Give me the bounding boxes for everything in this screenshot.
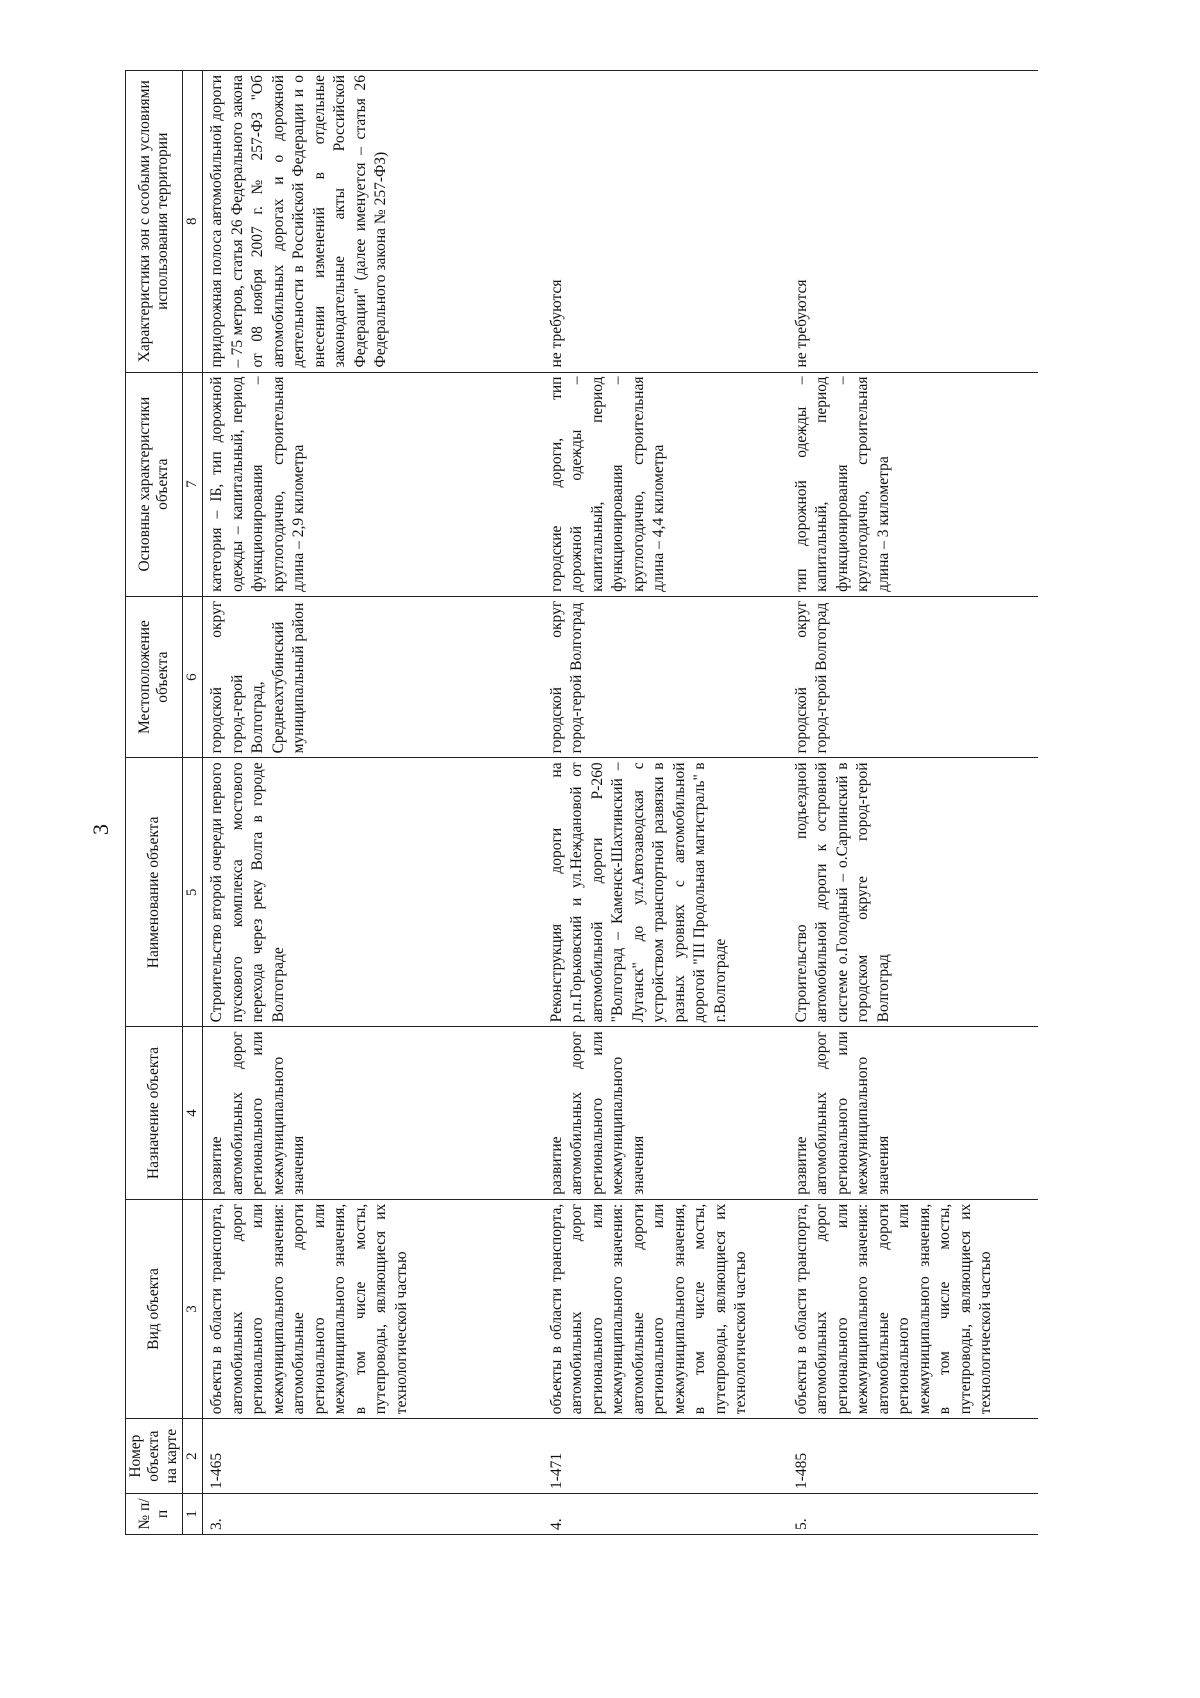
- column-number: 5: [183, 758, 203, 1027]
- row-purpose: развитие автомобильных дорог регионального или межмуниципального значения: [788, 1027, 1038, 1199]
- row-characteristics: тип дорожной одежды – капитальный, период функционирования – круглогодично, строительная длина – 3 километра: [788, 372, 1038, 596]
- table-header: [126, 71, 203, 1535]
- row-zones: не требуются: [543, 71, 788, 373]
- row-zones: не требуются: [788, 71, 1038, 373]
- row-map-id: 1-485: [788, 1419, 1038, 1494]
- row-map-id: 1-471: [543, 1419, 788, 1494]
- header-type: Вид объекта: [126, 1199, 183, 1418]
- header-location: Местоположение объекта: [126, 596, 183, 758]
- row-map-id: 1-465: [203, 1419, 543, 1494]
- header-characteristics: Основные характеристики объекта: [126, 372, 183, 596]
- column-number: 7: [183, 372, 203, 596]
- row-type: объекты в области транспорта, автомобильных дорог регионального или межмуниципального значения: автомобильные дороги регионального или межмуниципального значения, в том числе мосты, путепроводы, являющиеся их технологической частью: [203, 1199, 543, 1418]
- table-row: [788, 71, 1038, 1535]
- header-zones: Характеристики зон с особыми условиями использования территории: [126, 71, 183, 373]
- header-no: № п/п: [126, 1494, 183, 1535]
- table-row: [543, 71, 788, 1535]
- row-location: городской округ город-герой Волгоград: [543, 596, 788, 758]
- row-no: 3.: [203, 1494, 543, 1535]
- column-number: 2: [183, 1419, 203, 1494]
- row-type: объекты в области транспорта, автомобильных дорог регионального или межмуниципального значения: автомобильные дороги регионального или межмуниципального значения, в том числе мосты, путепроводы, являющиеся их технологической частью: [788, 1199, 1038, 1418]
- page-number: 3: [88, 824, 113, 835]
- row-name: Строительство подъездной автомобильной дороги к островной системе о.Голодный – о.Сарпинский в городском округе город-герой Волгоград: [788, 758, 1038, 1027]
- header-name: Наименование объекта: [126, 758, 183, 1027]
- row-purpose: развитие автомобильных дорог регионального или межмуниципального значения: [543, 1027, 788, 1199]
- column-number: 3: [183, 1199, 203, 1418]
- row-name: Строительство второй очереди первого пускового комплекса мостового перехода через реку Волга в городе Волгограде: [203, 758, 543, 1027]
- column-number: 6: [183, 596, 203, 758]
- column-number: 1: [183, 1494, 203, 1535]
- row-no: 4.: [543, 1494, 788, 1535]
- row-type: объекты в области транспорта, автомобильных дорог регионального или межмуниципального значения: автомобильные дороги регионального или межмуниципального значения, в том числе мосты, путепроводы, являющиеся их технологической частью: [543, 1199, 788, 1418]
- row-location: городской округ город-герой Волгоград, Среднеахтубинский муниципальный район: [203, 596, 543, 758]
- rotated-table-container: [125, 70, 1080, 1535]
- row-name: Реконструкция дороги на р.п.Горьковский и ул.Неждановой от автомобильной дороги Р-260 "Волгоград – Каменск-Шахтинский – Луганск" до ул.Автозаводская с устройством транспортной развязки в разных уровнях с автомобильной дорогой "III Продольная магистраль" в г.Волгограде: [543, 758, 788, 1027]
- column-number-row: [183, 71, 203, 1535]
- header-purpose: Назначение объекта: [126, 1027, 183, 1199]
- row-zones: придорожная полоса автомобильной дороги – 75 метров, статья 26 Федерального закона от 08 ноября 2007 г. № 257-ФЗ "Об автомобильных дорогах и о дорожной деятельности в Российской Федерации и о внесении изменений в отдельные законодательные акты Российской Федерации" (далее именуется – статья 26 Федерального закона № 257-ФЗ): [203, 71, 543, 373]
- table-row: [203, 71, 543, 1535]
- header-map-id: Номер объекта на карте: [126, 1419, 183, 1494]
- header-row: [126, 71, 183, 1535]
- row-no: 5.: [788, 1494, 1038, 1535]
- row-location: городской округ город-герой Волгоград: [788, 596, 1038, 758]
- row-characteristics: категория – IБ, тип дорожной одежды – капитальный, период функционирования – круглогодично, строительная длина – 2,9 километра: [203, 372, 543, 596]
- column-number: 4: [183, 1027, 203, 1199]
- column-number: 8: [183, 71, 203, 373]
- objects-table: [125, 70, 1038, 1535]
- row-purpose: развитие автомобильных дорог регионального или межмуниципального значения: [203, 1027, 543, 1199]
- table-body: [203, 71, 1038, 1535]
- row-characteristics: городские дороги, тип дорожной одежды – капитальный, период функционирования – круглогодично, строительная длина – 4,4 километра: [543, 372, 788, 596]
